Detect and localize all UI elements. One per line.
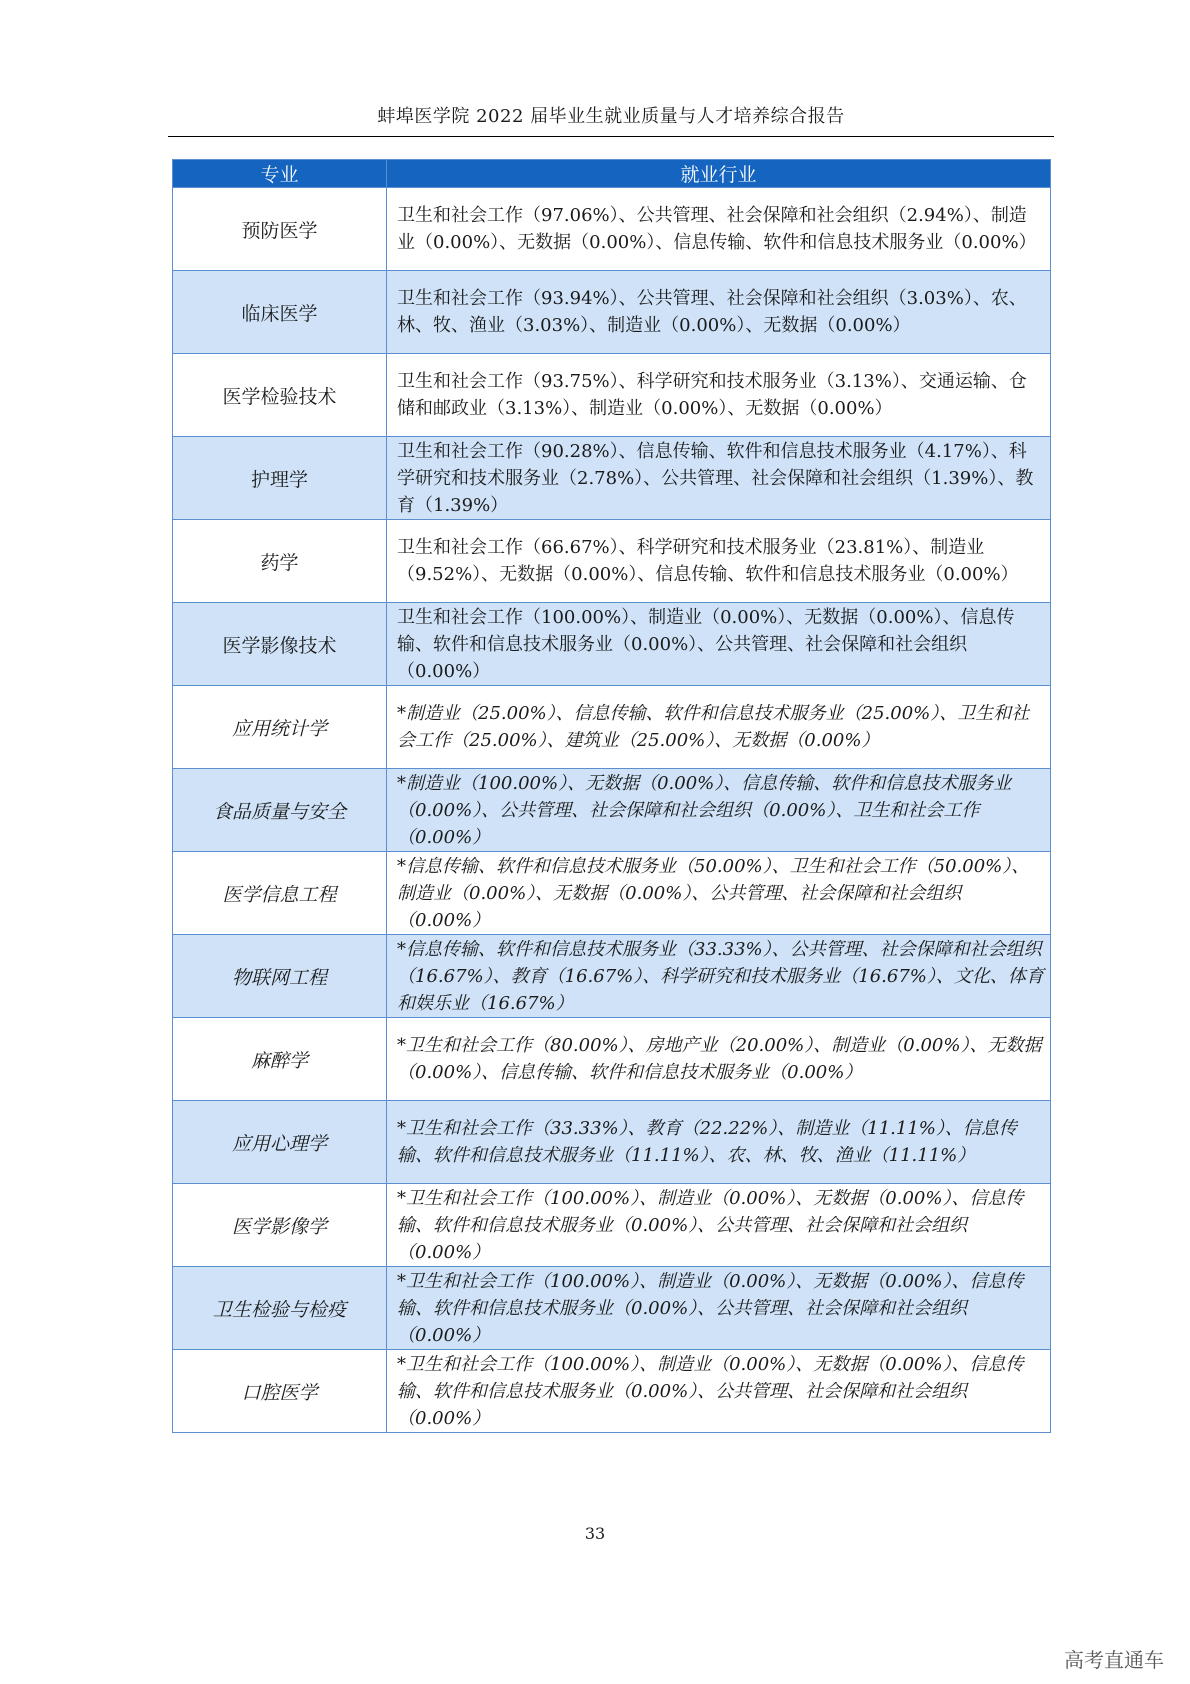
industry-cell: *卫生和社会工作（33.33%）、教育（22.22%）、制造业（11.11%）、信息传输、软件和信息技术服务业（11.11%）、农、林、牧、渔业（11.11%）	[387, 1101, 1051, 1184]
table-row	[173, 271, 1051, 354]
industry-cell: *卫生和社会工作（80.00%）、房地产业（20.00%）、制造业（0.00%）、无数据（0.00%）、信息传输、软件和信息技术服务业（0.00%）	[387, 1018, 1051, 1101]
major-cell: 医学信息工程	[173, 852, 387, 935]
table-row	[173, 1184, 1051, 1267]
industry-cell: *卫生和社会工作（100.00%）、制造业（0.00%）、无数据（0.00%）、信息传输、软件和信息技术服务业（0.00%）、公共管理、社会保障和社会组织（0.00%）	[387, 1184, 1051, 1267]
industry-cell: 卫生和社会工作（93.94%）、公共管理、社会保障和社会组织（3.03%）、农、林、牧、渔业（3.03%）、制造业（0.00%）、无数据（0.00%）	[387, 271, 1051, 354]
table-row	[173, 852, 1051, 935]
major-cell: 护理学	[173, 437, 387, 520]
document-title: 蚌埠医学院 2022 届毕业生就业质量与人才培养综合报告	[377, 106, 845, 127]
table-row	[173, 603, 1051, 686]
document-header	[168, 100, 1054, 137]
industry-cell: 卫生和社会工作（66.67%）、科学研究和技术服务业（23.81%）、制造业（9.52%）、无数据（0.00%）、信息传输、软件和信息技术服务业（0.00%）	[387, 520, 1051, 603]
major-cell: 药学	[173, 520, 387, 603]
industry-cell: *信息传输、软件和信息技术服务业（50.00%）、卫生和社会工作（50.00%）、制造业（0.00%）、无数据（0.00%）、公共管理、社会保障和社会组织（0.00%）	[387, 852, 1051, 935]
column-header-industry: 就业行业	[387, 160, 1051, 188]
industry-cell: *制造业（100.00%）、无数据（0.00%）、信息传输、软件和信息技术服务业（0.00%）、公共管理、社会保障和社会组织（0.00%）、卫生和社会工作（0.00%）	[387, 769, 1051, 852]
table-row	[173, 1350, 1051, 1433]
major-cell: 卫生检验与检疫	[173, 1267, 387, 1350]
industry-cell: *卫生和社会工作（100.00%）、制造业（0.00%）、无数据（0.00%）、信息传输、软件和信息技术服务业（0.00%）、公共管理、社会保障和社会组织（0.00%）	[387, 1350, 1051, 1433]
table-row	[173, 769, 1051, 852]
major-cell: 医学检验技术	[173, 354, 387, 437]
column-header-major: 专业	[173, 160, 387, 188]
table-row	[173, 1101, 1051, 1184]
major-cell: 麻醉学	[173, 1018, 387, 1101]
table-header-row	[173, 160, 1051, 188]
major-cell: 医学影像技术	[173, 603, 387, 686]
table-row	[173, 520, 1051, 603]
table-row	[173, 354, 1051, 437]
page-number: 33	[584, 1524, 606, 1543]
major-cell: 预防医学	[173, 188, 387, 271]
industry-cell: 卫生和社会工作（100.00%）、制造业（0.00%）、无数据（0.00%）、信息传输、软件和信息技术服务业（0.00%）、公共管理、社会保障和社会组织（0.00%）	[387, 603, 1051, 686]
major-cell: 食品质量与安全	[173, 769, 387, 852]
industry-cell: *制造业（25.00%）、信息传输、软件和信息技术服务业（25.00%）、卫生和社会工作（25.00%）、建筑业（25.00%）、无数据（0.00%）	[387, 686, 1051, 769]
watermark-text: 高考直通车	[1064, 1648, 1164, 1672]
industry-cell: 卫生和社会工作（93.75%）、科学研究和技术服务业（3.13%）、交通运输、仓储和邮政业（3.13%）、制造业（0.00%）、无数据（0.00%）	[387, 354, 1051, 437]
table-row	[173, 437, 1051, 520]
major-cell: 临床医学	[173, 271, 387, 354]
major-cell: 口腔医学	[173, 1350, 387, 1433]
table-row	[173, 1267, 1051, 1350]
industry-cell: 卫生和社会工作（90.28%）、信息传输、软件和信息技术服务业（4.17%）、科学研究和技术服务业（2.78%）、公共管理、社会保障和社会组织（1.39%）、教育（1.39%）	[387, 437, 1051, 520]
major-cell: 应用心理学	[173, 1101, 387, 1184]
table-row	[173, 188, 1051, 271]
major-industry-table	[172, 159, 1051, 1433]
table-row	[173, 686, 1051, 769]
industry-cell: *卫生和社会工作（100.00%）、制造业（0.00%）、无数据（0.00%）、信息传输、软件和信息技术服务业（0.00%）、公共管理、社会保障和社会组织（0.00%）	[387, 1267, 1051, 1350]
major-cell: 物联网工程	[173, 935, 387, 1018]
table-row	[173, 935, 1051, 1018]
industry-cell: 卫生和社会工作（97.06%）、公共管理、社会保障和社会组织（2.94%）、制造业（0.00%）、无数据（0.00%）、信息传输、软件和信息技术服务业（0.00%）	[387, 188, 1051, 271]
industry-cell: *信息传输、软件和信息技术服务业（33.33%）、公共管理、社会保障和社会组织（16.67%）、教育（16.67%）、科学研究和技术服务业（16.67%）、文化、体育和娱乐业（16.67%）	[387, 935, 1051, 1018]
table-row	[173, 1018, 1051, 1101]
major-cell: 应用统计学	[173, 686, 387, 769]
major-cell: 医学影像学	[173, 1184, 387, 1267]
